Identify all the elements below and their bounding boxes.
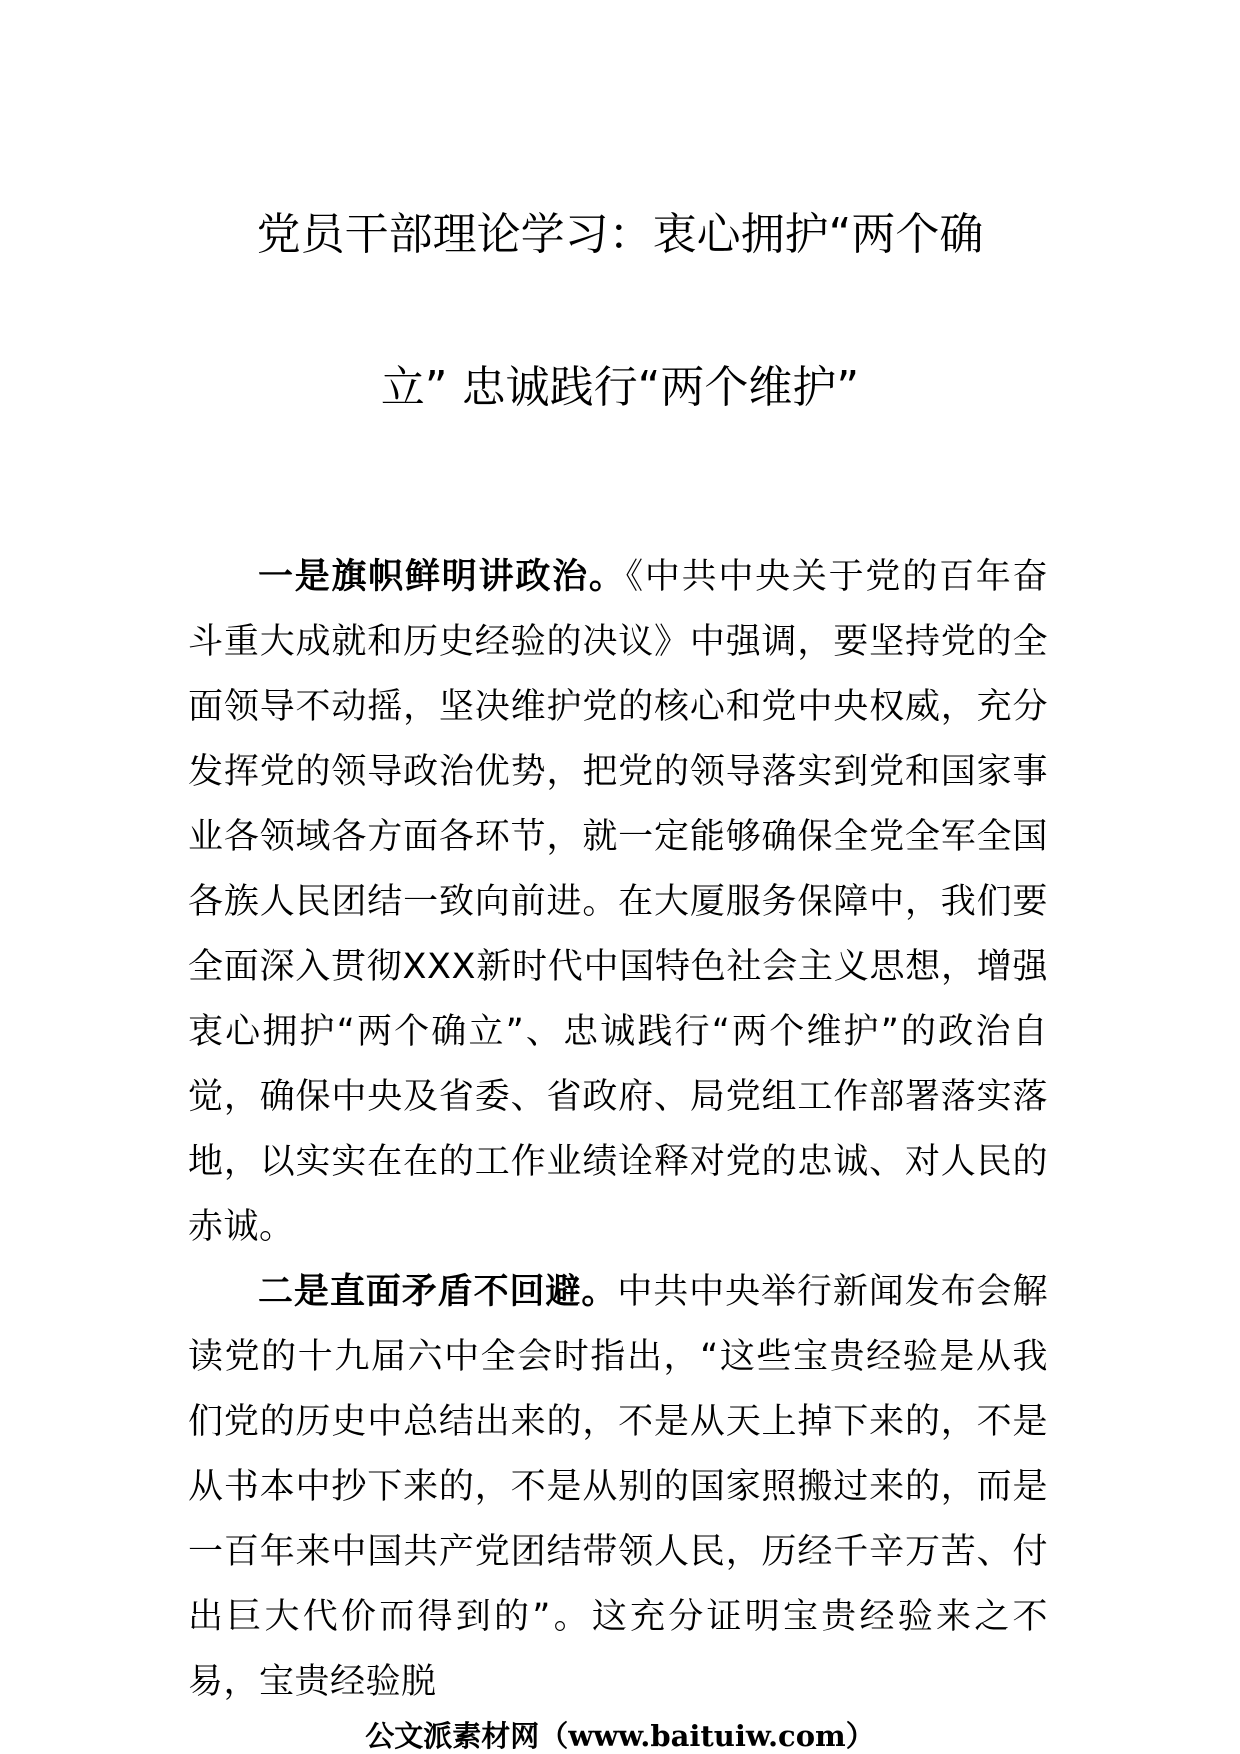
paragraph-2-text: 中共中央举行新闻发布会解读党的十九届六中全会时指出，“这些宝贵经验是从我们党的历史中总结出来的，不是从天上掉下来的，不是从书本中抄下来的，不是从别的国家照搬过来的，而是一百年来中国共产党团结带领人民，历经千辛万苦、付出巨大代价而得到的”。这充分证明宝贵经验来之不易，宝贵经验脱: [188, 1272, 1048, 1702]
paragraph-1-lead: 一是旗帜鲜明讲政治。: [258, 557, 626, 597]
paragraph-1-text: 《中共中央关于党的百年奋斗重大成就和历史经验的决议》中强调，要坚持党的全面领导不动摇，坚决维护党的核心和党中央权威，充分发挥党的领导政治优势，把党的领导落实到党和国家事业各领域各方面各环节，就一定能够确保全党全军全国各族人民团结一致向前进。在大厦服务保障中，我们要全面深入贯彻XXX新时代中国特色社会主义思想，增强衷心拥护“两个确立”、忠诚践行“两个维护”的政治自觉，确保中央及省委、省政府、局党组工作部署落实落地，以实实在在的工作业绩诠释对党的忠诚、对人民的赤诚。: [188, 557, 1048, 1247]
footer-watermark: 公文派素材网（www.baituiw.com）: [365, 1719, 875, 1753]
document-body: [188, 545, 1048, 1715]
paragraph-1: [188, 545, 1048, 1260]
document-title-line-1: 党员干部理论学习：衷心拥护“两个确: [256, 209, 984, 260]
document-title-line-2: 立” 忠诚践行“两个维护”: [380, 362, 860, 413]
paragraph-2-lead: 二是直面矛盾不回避。: [258, 1272, 618, 1312]
paragraph-2: [188, 1260, 1048, 1715]
